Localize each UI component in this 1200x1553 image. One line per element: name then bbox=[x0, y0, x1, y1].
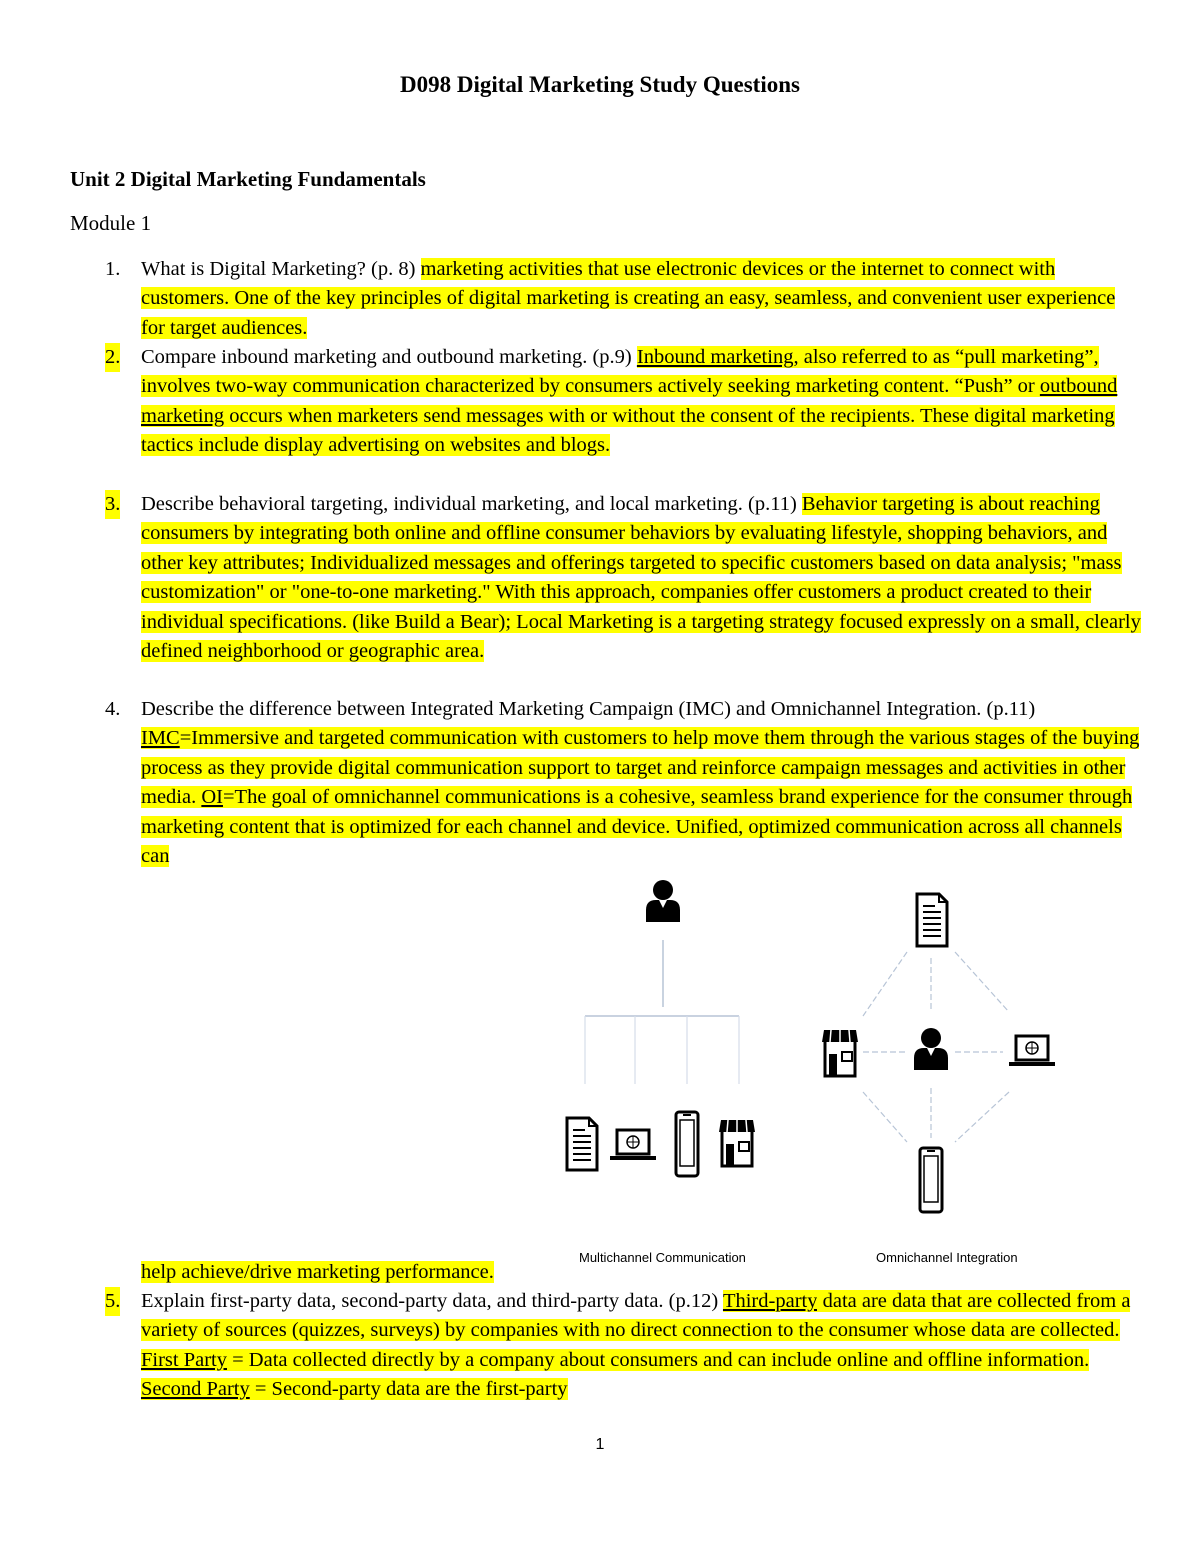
answer-term: outbound marketing bbox=[141, 375, 1118, 427]
answer-term: OI bbox=[201, 786, 223, 809]
page-title: D098 Digital Marketing Study Questions bbox=[400, 72, 800, 97]
question-text: Explain first-party data, second-party data, and third-party data. (p.12) bbox=[141, 1290, 723, 1312]
question-text: Compare inbound marketing and outbound marketing. (p.9) bbox=[141, 346, 637, 368]
unit-heading: Unit 2 Digital Marketing Fundamentals bbox=[70, 167, 426, 191]
channel-diagram bbox=[555, 870, 1065, 1270]
answer-term: IMC bbox=[141, 727, 180, 750]
answer-text: = Second-party data are the first-party bbox=[249, 1378, 568, 1401]
question-5 bbox=[105, 1287, 1141, 1405]
customer-icon bbox=[914, 1028, 948, 1070]
answer-text: occurs when marketers send messages with or without the consent of the recipients. These digital marketing tactics include display advertising on websites and blogs. bbox=[141, 404, 1115, 457]
laptop-icon bbox=[610, 1130, 656, 1160]
question-number: 1. bbox=[105, 258, 121, 280]
question-number: 4. bbox=[105, 698, 121, 720]
module-heading: Module 1 bbox=[70, 211, 152, 235]
question-number: 3. bbox=[105, 490, 120, 519]
answer-term: First Party bbox=[141, 1348, 227, 1371]
phone-icon bbox=[676, 1112, 698, 1176]
omnichannel-diagram bbox=[822, 894, 1055, 1212]
multichannel-diagram bbox=[567, 880, 755, 1176]
answer-text: Behavior targeting is about reaching consumers by integrating both online and offline consumer behaviors by evaluating lifestyle, shopping behaviors, and other key attributes; Individualized messages and offerings targeted to specific customers based on data analysis; "mass customization" or "one-to-one marketing." With this approach, companies offer customers a product created to their individual specifications. (like Build a Bear); Local Marketing is a targeting strategy focused expressly on a small, clearly defined neighborhood or geographic area. bbox=[141, 493, 1141, 663]
store-icon bbox=[719, 1120, 755, 1166]
question-text: What is Digital Marketing? (p. 8) bbox=[141, 258, 421, 280]
answer-text: =The goal of omnichannel communications is a cohesive, seamless brand experience for the consumer through marketing content that is optimized for each channel and device. Unified, optimized communication across all channels can bbox=[141, 786, 1133, 868]
question-number: 5. bbox=[105, 1287, 120, 1316]
answer-text: marketing activities that use electronic devices or the internet to connect with customers. One of the key principles of digital marketing is creating an easy, seamless, and convenient user experience for target audiences. bbox=[141, 258, 1116, 339]
customer-icon bbox=[646, 880, 680, 922]
question-2 bbox=[105, 343, 1141, 461]
question-number: 2. bbox=[105, 343, 120, 372]
question-3 bbox=[105, 490, 1141, 666]
answer-text: , also referred to as “pull marketing”, involves two-way communication characterized by consumers actively seeking marketing content. “Push” or bbox=[141, 346, 1099, 398]
answer-text: help achieve/drive marketing performance. bbox=[141, 1261, 494, 1283]
question-text: Describe the difference between Integrated Marketing Campaign (IMC) and Omnichannel Integration. (p.11) bbox=[141, 698, 1036, 720]
document-icon bbox=[917, 894, 947, 946]
question-4-continuation bbox=[141, 1258, 494, 1287]
answer-term: Inbound marketing bbox=[636, 346, 794, 368]
answer-term: Third-party bbox=[722, 1290, 818, 1312]
laptop-icon bbox=[1009, 1036, 1055, 1066]
question-4 bbox=[105, 695, 1141, 871]
question-1 bbox=[105, 255, 1141, 343]
answer-term: Second Party bbox=[141, 1378, 250, 1401]
document-icon bbox=[567, 1118, 597, 1170]
question-text: Describe behavioral targeting, individual marketing, and local marketing. (p.11) bbox=[141, 493, 802, 515]
page-number: 1 bbox=[595, 1436, 605, 1453]
answer-text: data are data that are collected from a variety of sources (quizzes, surveys) by companies with no direct connection to the consumer whose data are collected. bbox=[141, 1290, 1131, 1342]
answer-text: = Data collected directly by a company about consumers and can include online and offline information. bbox=[227, 1348, 1090, 1371]
store-icon bbox=[822, 1030, 858, 1076]
answer-text: =Immersive and targeted communication with customers to help move them through the various stages of the buying process as they provide digital communication support to target and reinforce campaign messages and activities in other media. bbox=[141, 727, 1140, 809]
caption-omnichannel: Omnichannel Integration bbox=[876, 1250, 1018, 1265]
caption-multichannel: Multichannel Communication bbox=[579, 1250, 746, 1265]
phone-icon bbox=[920, 1148, 942, 1212]
